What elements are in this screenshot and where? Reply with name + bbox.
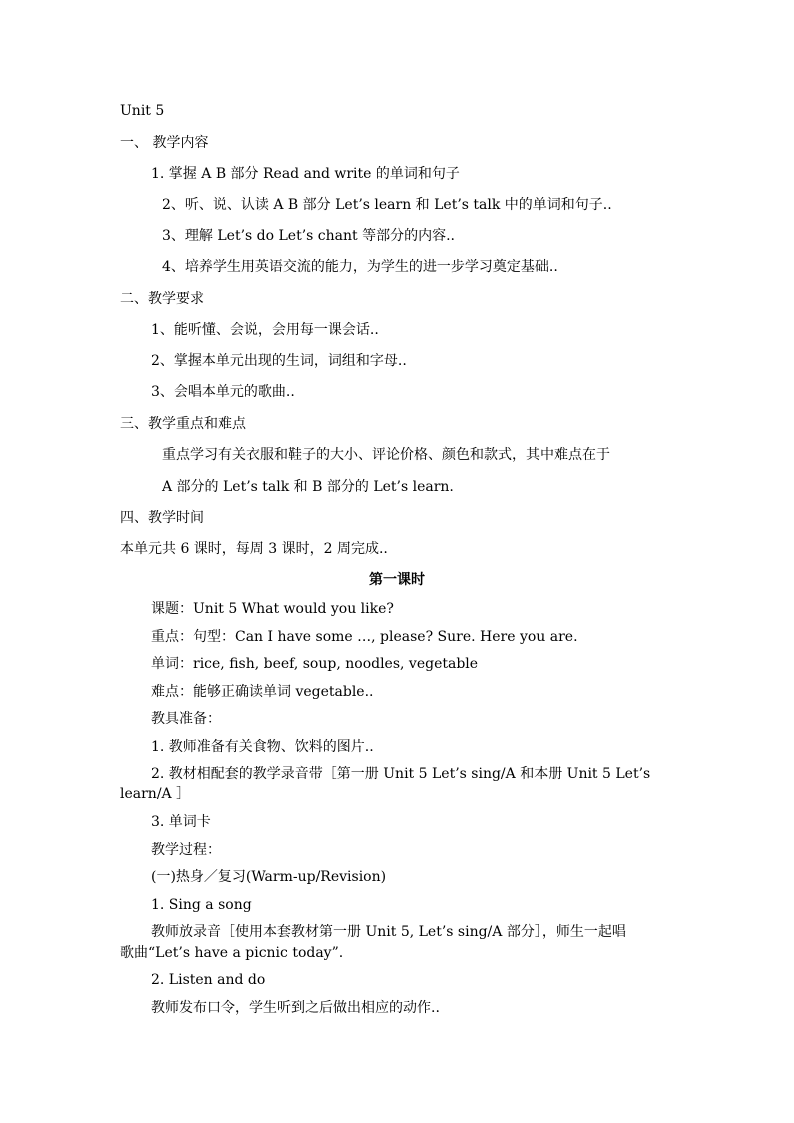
unit-title: Unit 5 <box>120 103 165 119</box>
lesson-step-2-text: 教师发布口令，学生听到之后做出相应的动作.. <box>151 1000 440 1016</box>
lesson-aids-label: 教具准备： <box>151 711 221 727</box>
lesson-key-point: 重点：句型：Can I have some …, please? Sure. Here you are. <box>151 629 578 645</box>
section-1-item-3: 3、理解 Let’s do Let’s chant 等部分的内容.. <box>162 228 455 244</box>
section-1-item-1: 1. 掌握 A B 部分 Read and write 的单词和句子 <box>151 166 460 182</box>
lesson-aid-3: 3. 单词卡 <box>151 814 211 830</box>
lesson-title: 第一课时 <box>369 572 425 588</box>
lesson-step-1-title: 1. Sing a song <box>151 897 252 913</box>
section-4-heading: 四、教学时间 <box>120 510 204 526</box>
lesson-warmup: (一)热身／复习(Warm-up/Revision) <box>151 869 387 885</box>
lesson-aid-2-line-2: learn/A ］ <box>120 786 191 802</box>
section-2-item-1: 1、能听懂、会说，会用每一课会话.. <box>151 322 379 338</box>
section-3-heading: 三、教学重点和难点 <box>120 416 246 432</box>
lesson-topic: 课题：Unit 5 What would you like? <box>151 601 394 617</box>
lesson-difficulty: 难点：能够正确读单词 vegetable.. <box>151 684 374 700</box>
lesson-step-2-title: 2. Listen and do <box>151 972 266 988</box>
lesson-aid-2-line-1: 2. 教材相配套的教学录音带［第一册 Unit 5 Let’s sing/A 和本册 Unit 5 Let’s <box>151 766 651 782</box>
section-1-heading: 一、 教学内容 <box>120 135 209 151</box>
lesson-aid-1: 1. 教师准备有关食物、饮料的图片.. <box>151 739 374 755</box>
section-1-item-4: 4、培养学生用英语交流的能力，为学生的进一步学习奠定基础.. <box>162 259 558 275</box>
lesson-words: 单词：rice, fish, beef, soup, noodles, vegetable <box>151 656 479 672</box>
section-2-heading: 二、教学要求 <box>120 291 204 307</box>
section-4-text: 本单元共 6 课时，每周 3 课时，2 周完成.. <box>120 541 388 557</box>
section-3-line-1: 重点学习有关衣服和鞋子的大小、评论价格、颜色和款式，其中难点在于 <box>162 447 610 463</box>
lesson-step-1-line-2: 歌曲“Let’s have a picnic today”. <box>120 945 344 961</box>
lesson-step-1-line-1: 教师放录音［使用本套教材第一册 Unit 5, Let’s sing/A 部分］，师生一起唱 <box>151 924 626 940</box>
lesson-process-label: 教学过程： <box>151 842 221 858</box>
section-1-item-2: 2、听、说、认读 A B 部分 Let’s learn 和 Let’s talk 中的单词和句子.. <box>162 197 612 213</box>
section-3-line-2: A 部分的 Let’s talk 和 B 部分的 Let’s learn. <box>162 479 454 495</box>
section-2-item-3: 3、会唱本单元的歌曲.. <box>151 384 295 400</box>
section-2-item-2: 2、掌握本单元出现的生词，词组和字母.. <box>151 353 407 369</box>
